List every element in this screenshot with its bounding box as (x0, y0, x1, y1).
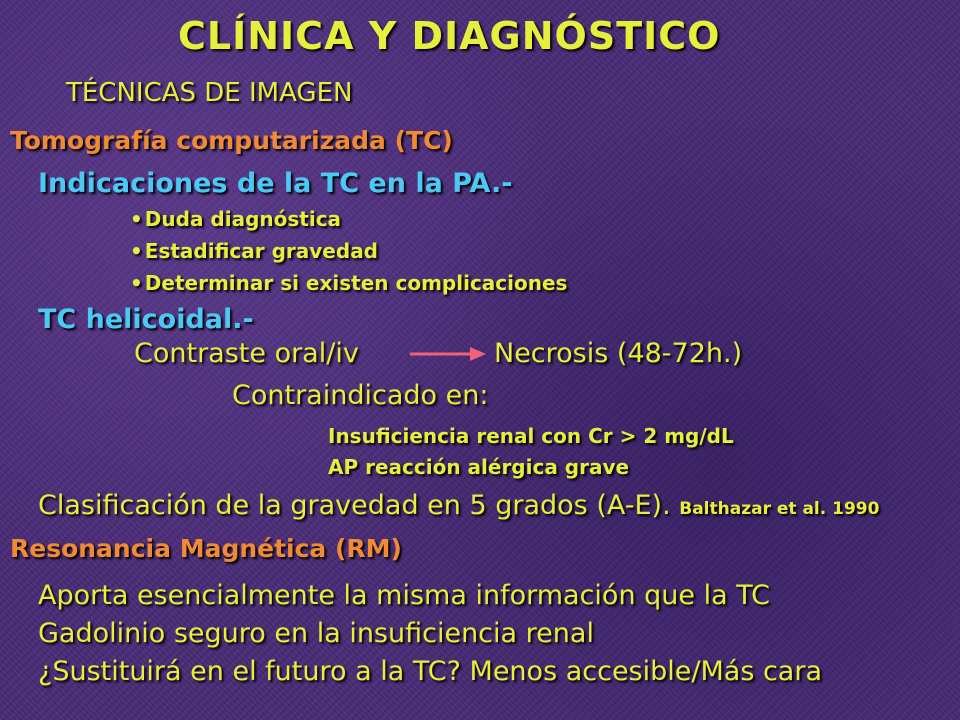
mr-line: Aporta esencialmente la misma información que la TC (38, 580, 770, 611)
mr-line: ¿Sustituirá en el futuro a la TC? Menos accesible/Más cara (38, 656, 823, 687)
contraindication-item: Insuficiencia renal con Cr > 2 mg/dL (328, 424, 734, 448)
slide-title: CLÍNICA Y DIAGNÓSTICO (178, 14, 721, 58)
classification-reference: Balthazar et al. 1990 (679, 499, 880, 519)
ct-indications-list (130, 206, 567, 302)
helical-ct-heading: TC helicoidal.- (38, 304, 254, 335)
mr-section-heading: Resonancia Magnética (RM) (10, 534, 402, 563)
slide-subtitle: TÉCNICAS DE IMAGEN (66, 78, 353, 108)
classification-line (38, 490, 879, 521)
ct-indications-heading: Indicaciones de la TC en la PA.- (38, 168, 513, 199)
indication-item: • Determinar si existen complicaciones (130, 270, 567, 302)
contraindicated-heading: Contraindicado en: (232, 380, 489, 411)
indication-item: • Estadificar gravedad (130, 238, 567, 270)
indication-item: • Duda diagnóstica (130, 206, 567, 238)
mr-line: Gadolinio seguro en la insuficiencia renal (38, 618, 594, 649)
classification-text: Clasificación de la gravedad en 5 grados (A-E). (38, 490, 671, 521)
contrast-text: Contraste oral/iv (134, 338, 359, 369)
ct-section-heading: Tomografía computarizada (TC) (10, 126, 453, 155)
contraindication-item: AP reacción alérgica grave (328, 455, 630, 479)
right-arrow-icon (408, 344, 488, 364)
necrosis-text: Necrosis (48-72h.) (494, 338, 743, 369)
